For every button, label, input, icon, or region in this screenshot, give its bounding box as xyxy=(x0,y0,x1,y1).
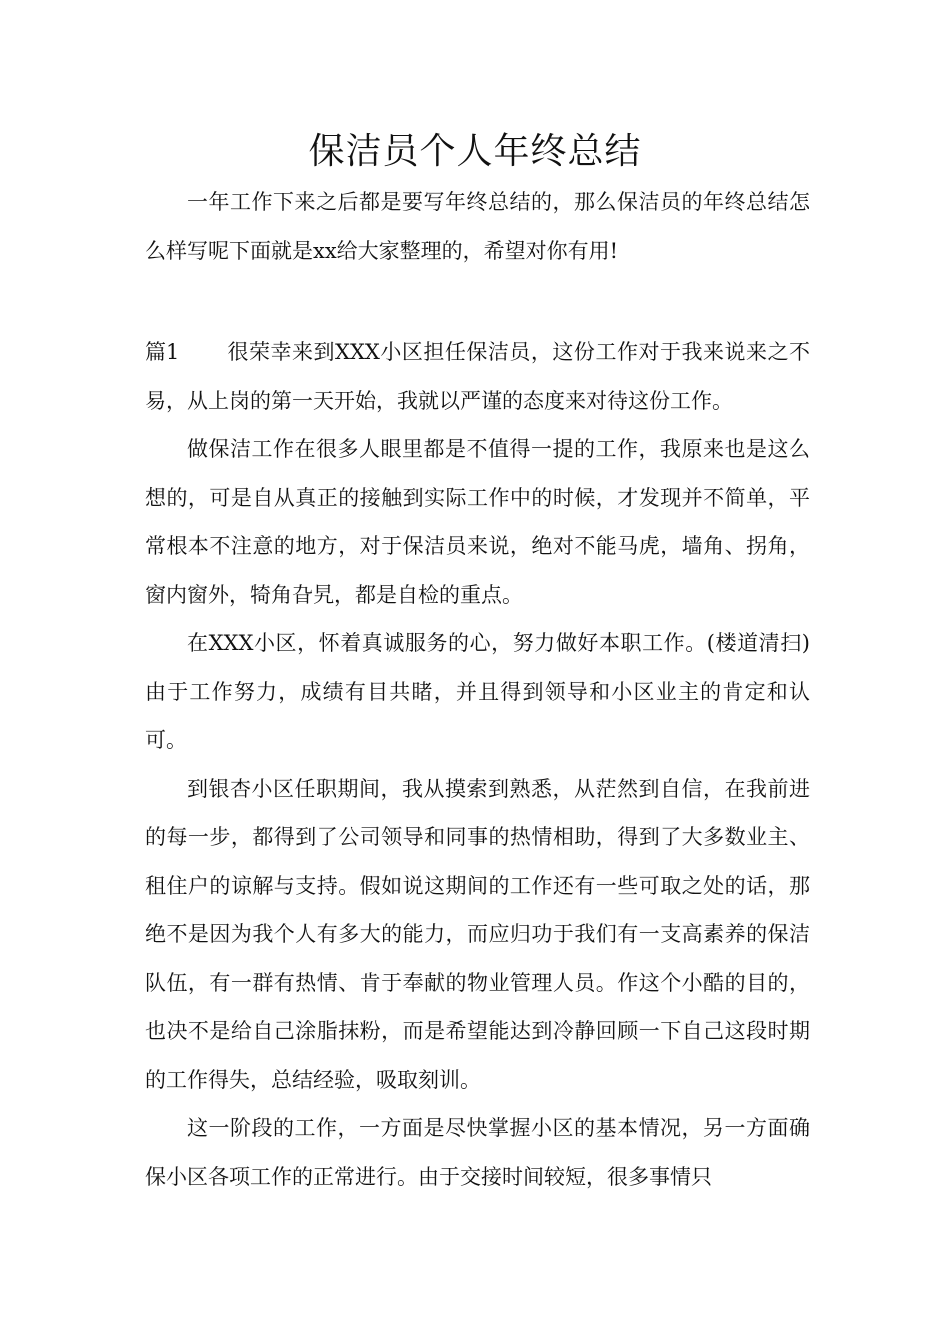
paragraph-5: 这一阶段的工作，一方面是尽快掌握小区的基本情况，另一方面确保小区各项工作的正常进行。由于交接时间较短，很多事情只 xyxy=(145,1116,810,1189)
document-title: 保洁员个人年终总结 xyxy=(308,131,642,172)
section-label: 篇1 xyxy=(145,340,180,364)
paragraph-3: 在XXX小区，怀着真诚服务的心，努力做好本职工作。(楼道清扫)由于工作努力，成绩有目共睹，并且得到领导和小区业主的肯定和认可。 xyxy=(145,631,810,752)
paragraph-1 xyxy=(145,328,810,425)
section-1 xyxy=(145,328,810,1201)
paragraph-2: 做保洁工作在很多人眼里都是不值得一提的工作，我原来也是这么想的，可是自从真正的接触到实际工作中的时候，才发现并不简单，平常根本不注意的地方，对于保洁员来说，绝对不能马虎，墙角、拐角，窗内窗外，犄角旮旯，都是自检的重点。 xyxy=(145,437,810,607)
paragraph-4: 到银杏小区任职期间，我从摸索到熟悉，从茫然到自信，在我前进的每一步，都得到了公司领导和同事的热情相助，得到了大多数业主、租住户的谅解与支持。假如说这期间的工作还有一些可取之处的话，那绝不是因为我个人有多大的能力，而应归功于我们有一支高素养的保洁队伍，有一群有热情、肯于奉献的物业管理人员。作这个小酷的目的，也决不是给自己涂脂抹粉，而是希望能达到冷静回顾一下自己这段时期的工作得失，总结经验，吸取刻训。 xyxy=(145,776,810,1092)
intro-paragraph: 一年工作下来之后都是要写年终总结的，那么保洁员的年终总结怎么样写呢下面就是xx给大家整理的，希望对你有用! xyxy=(145,190,810,263)
paragraph-1-text: 很荣幸来到XXX小区担任保洁员，这份工作对于我来说来之不易，从上岗的第一天开始，我就以严谨的态度来对待这份工作。 xyxy=(145,340,810,413)
